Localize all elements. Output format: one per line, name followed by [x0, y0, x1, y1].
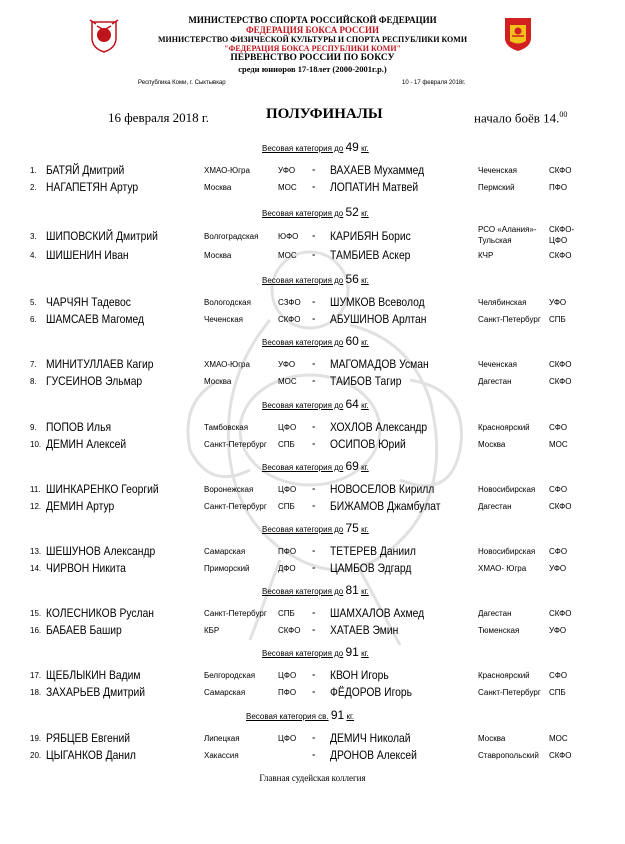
- boxer-blue-region: Санкт-Петербург: [478, 315, 541, 324]
- vs-dash: -: [312, 605, 316, 619]
- boxer-red-region: Москва: [204, 183, 232, 192]
- boxer-red-district: ПФО: [278, 688, 297, 697]
- bout-number: 10.: [30, 440, 42, 449]
- boxer-red-district: СКФО: [278, 315, 301, 324]
- boxer-red-district: МОС: [278, 251, 297, 260]
- boxer-red-region: Хакассия: [204, 751, 239, 760]
- vs-dash: -: [312, 294, 316, 308]
- boxer-blue-corner: АБУШИНОВ Арлтан: [330, 312, 427, 326]
- boxer-blue-region: Пермский: [478, 183, 515, 192]
- boxer-red-region: ХМАО-Югра: [204, 166, 250, 175]
- boxer-red-district: СПБ: [278, 440, 295, 449]
- boxer-blue-district: СФО: [549, 423, 568, 432]
- boxer-red-region: Чеченская: [204, 315, 244, 324]
- boxer-blue-region: КЧР: [478, 251, 494, 260]
- bout-number: 19.: [30, 734, 42, 743]
- boxer-red-district: ЦФО: [278, 671, 297, 680]
- boxer-blue-corner: ФЁДОРОВ Игорь: [330, 685, 412, 699]
- boxer-blue-corner: ЛОПАТИН Матвей: [330, 180, 419, 194]
- boxer-red-corner: КОЛЕСНИКОВ Руслан: [46, 606, 155, 620]
- championship-subtitle: среди юниоров 17-18лет (2000-2001г.р.): [238, 64, 387, 74]
- weight-unit: кг.: [361, 209, 369, 218]
- boxer-blue-corner: ШУМКОВ Всеволод: [330, 295, 425, 309]
- bout-number: 1.: [30, 166, 37, 175]
- bout-date: 16 февраля 2018 г.: [108, 110, 210, 125]
- bout-number: 17.: [30, 671, 42, 680]
- boxer-red-region: Санкт-Петербург: [204, 440, 267, 449]
- boxer-red-corner: ШИПОВСКИЙ Дмитрий: [46, 229, 158, 243]
- bout-number: 20.: [30, 751, 42, 760]
- weight-category-header: [262, 645, 369, 659]
- bout-number: 14.: [30, 564, 42, 573]
- boxer-blue-corner: ЦАМБОВ Эдгард: [330, 561, 412, 575]
- weight-category-header: [262, 205, 369, 219]
- weight-value: 60: [345, 334, 359, 348]
- weight-unit: кг.: [361, 463, 369, 472]
- weight-category-header: [262, 583, 369, 597]
- bout-number: 16.: [30, 626, 42, 635]
- boxer-blue-corner: ТАИБОВ Тагир: [330, 374, 402, 388]
- bout-number: 6.: [30, 315, 37, 324]
- boxer-blue-region: Тюменская: [478, 626, 520, 635]
- boxer-red-corner: ГУСЕИНОВ Эльмар: [46, 374, 143, 388]
- boxer-red-region: Москва: [204, 251, 232, 260]
- weight-value: 56: [345, 272, 359, 286]
- weight-category-label: Весовая категория до: [262, 144, 344, 153]
- weight-value: 49: [345, 140, 359, 154]
- vs-dash: -: [312, 747, 316, 761]
- event-dates: 10 - 17 февраля 2018г.: [402, 80, 466, 86]
- boxer-blue-district: УФО: [549, 626, 567, 635]
- boxer-red-district: ЦФО: [278, 485, 297, 494]
- bout-number: 12.: [30, 502, 42, 511]
- bout-number: 2.: [30, 183, 37, 192]
- boxer-blue-corner: ТАМБИЕВ Аскер: [330, 248, 411, 262]
- boxer-red-region: Приморский: [204, 564, 250, 573]
- boxer-blue-district: СКФО: [549, 751, 572, 760]
- bout-number: 9.: [30, 423, 37, 432]
- vs-dash: -: [312, 730, 316, 744]
- weight-category-header: [262, 459, 369, 473]
- vs-dash: -: [312, 373, 316, 387]
- boxer-red-district: УФО: [278, 166, 296, 175]
- boxer-blue-district: СФО: [549, 485, 568, 494]
- boxer-blue-corner: КВОН Игорь: [330, 668, 389, 682]
- bout-number: 11.: [30, 485, 41, 494]
- boxer-red-region: Липецкая: [204, 734, 240, 743]
- boxer-red-region: Белгородская: [204, 671, 256, 680]
- weight-category-header: [262, 140, 369, 154]
- boxer-blue-district: СФО: [549, 547, 568, 556]
- boxer-blue-region: Новосибирская: [478, 485, 536, 494]
- boxer-red-corner: БАБАЕВ Башир: [46, 623, 122, 637]
- weight-value: 91: [330, 708, 345, 722]
- boxer-blue-district: УФО: [549, 298, 567, 307]
- boxer-red-district: ЮФО: [278, 232, 299, 241]
- boxer-blue-region: Новосибирская: [478, 547, 536, 556]
- boxer-red-district: ЦФО: [278, 423, 297, 432]
- boxer-red-district: СЗФО: [278, 298, 301, 307]
- weight-category-label: Весовая категория св.: [246, 712, 329, 721]
- boxer-red-district: ДФО: [278, 564, 296, 573]
- weight-category-label: Весовая категория до: [262, 649, 344, 658]
- boxer-red-region: Вологодская: [204, 298, 251, 307]
- weight-value: 75: [345, 521, 359, 535]
- boxer-blue-region: Москва: [478, 734, 506, 743]
- ministry-komi-line: МИНИСТЕРСТВО ФИЗИЧЕСКОЙ КУЛЬТУРЫ И СПОРТА РЕСПУБЛИКИ КОМИ: [157, 35, 468, 44]
- boxer-red-corner: ШИНКАРЕНКО Георгий: [46, 482, 159, 496]
- weight-category-label: Весовая категория до: [262, 587, 344, 596]
- bout-number: 13.: [30, 547, 42, 556]
- location: Республика Коми, г. Сыктывкар: [138, 80, 226, 86]
- vs-dash: -: [312, 684, 316, 698]
- start-time: начало боёв 14.00: [474, 110, 568, 126]
- vs-dash: -: [312, 228, 316, 242]
- vs-dash: -: [312, 498, 316, 512]
- boxer-blue-district: СКФО: [549, 360, 572, 369]
- boxer-blue-corner: НОВОСЕЛОВ Кирилл: [330, 482, 435, 496]
- boxer-blue-corner: БИЖАМОВ Джамбулат: [330, 499, 441, 513]
- weight-category-label: Весовая категория до: [262, 209, 344, 218]
- boxer-blue-region: Чеченская: [478, 360, 518, 369]
- weight-unit: кг.: [361, 649, 369, 658]
- vs-dash: -: [312, 247, 316, 261]
- weight-category-label: Весовая категория до: [262, 276, 344, 285]
- boxer-red-corner: ДЕМИН Артур: [46, 499, 115, 513]
- boxer-blue-region: РСО «Алания»-Тульская: [478, 225, 537, 245]
- boxer-red-corner: ЧИРВОН Никита: [46, 561, 126, 575]
- boxer-red-corner: ЦЫГАНКОВ Данил: [46, 748, 136, 762]
- weight-category-header: [262, 334, 369, 348]
- boxer-blue-corner: ШАМХАЛОВ Ахмед: [330, 606, 425, 620]
- boxer-blue-district: СФО: [549, 671, 568, 680]
- vs-dash: -: [312, 667, 316, 681]
- boxer-red-corner: ЗАХАРЬЕВ Дмитрий: [46, 685, 146, 699]
- komi-federation-line: "ФЕДЕРАЦИЯ БОКСА РЕСПУБЛИКИ КОМИ": [224, 44, 401, 53]
- boxer-red-corner: ПОПОВ Илья: [46, 420, 112, 434]
- vs-dash: -: [312, 179, 316, 193]
- boxer-red-corner: ДЕМИН Алексей: [46, 437, 127, 451]
- bout-number: 7.: [30, 360, 37, 369]
- boxer-red-corner: ЩЕБЛЫКИН Вадим: [46, 668, 141, 682]
- boxer-blue-region: ХМАО- Югра: [478, 564, 527, 573]
- boxer-blue-district: МОС: [549, 734, 568, 743]
- weight-category-header: [262, 521, 369, 535]
- weight-unit: кг.: [346, 712, 355, 721]
- boxer-red-region: Волгоградская: [204, 232, 259, 241]
- bout-number: 5.: [30, 298, 37, 307]
- boxer-red-district: МОС: [278, 377, 297, 386]
- championship-title: ПЕРВЕНСТВО РОССИИ ПО БОКСУ: [230, 53, 395, 63]
- boxer-blue-corner: ДРОНОВ Алексей: [330, 748, 417, 762]
- boxer-blue-corner: ТЕТЕРЕВ Даниил: [330, 544, 416, 558]
- boxer-red-region: Санкт-Петербург: [204, 609, 267, 618]
- vs-dash: -: [312, 622, 316, 636]
- weight-category-header: [246, 708, 354, 722]
- boxer-red-corner: ЧАРЧЯН Тадевос: [46, 295, 131, 309]
- vs-dash: -: [312, 560, 316, 574]
- boxer-red-corner: НАГАПЕТЯН Артур: [46, 180, 139, 194]
- weight-value: 69: [345, 459, 359, 473]
- weight-category-label: Весовая категория до: [262, 463, 344, 472]
- boxer-blue-district: СПБ: [549, 688, 566, 697]
- boxer-blue-region: Санкт-Петербург: [478, 688, 541, 697]
- weight-category-header: [262, 397, 369, 411]
- vs-dash: -: [312, 543, 316, 557]
- stage-title: ПОЛУФИНАЛЫ: [266, 106, 383, 122]
- vs-dash: -: [312, 419, 316, 433]
- boxer-red-corner: ШИШЕНИН Иван: [46, 248, 129, 262]
- bout-number: 15.: [30, 609, 42, 618]
- weight-value: 91: [345, 645, 359, 659]
- boxer-red-region: Санкт-Петербург: [204, 502, 267, 511]
- boxer-blue-corner: ДЕМИЧ Николай: [330, 731, 411, 745]
- weight-unit: кг.: [361, 401, 369, 410]
- vs-dash: -: [312, 436, 316, 450]
- weight-unit: кг.: [361, 276, 369, 285]
- boxer-red-district: ПФО: [278, 547, 297, 556]
- boxer-red-region: Самарская: [204, 688, 246, 697]
- boxer-red-district: СКФО: [278, 626, 301, 635]
- bout-number: 4.: [30, 251, 37, 260]
- weight-category-label: Весовая категория до: [262, 401, 344, 410]
- weight-category-label: Весовая категория до: [262, 338, 344, 347]
- weight-unit: кг.: [361, 525, 369, 534]
- vs-dash: -: [312, 162, 316, 176]
- boxer-red-region: Москва: [204, 377, 232, 386]
- boxer-red-region: КБР: [204, 626, 220, 635]
- vs-dash: -: [312, 356, 316, 370]
- boxer-red-corner: БАТЯЙ Дмитрий: [46, 163, 125, 177]
- boxer-blue-corner: ОСИПОВ Юрий: [330, 437, 406, 451]
- weight-category-header: [262, 272, 369, 286]
- boxer-red-corner: РЯБЦЕВ Евгений: [46, 731, 131, 745]
- boxer-blue-corner: КАРИБЯН Борис: [330, 229, 411, 243]
- boxer-red-corner: МИНИТУЛЛАЕВ Кагир: [46, 357, 154, 371]
- boxer-blue-district: СКФО: [549, 502, 572, 511]
- weight-unit: кг.: [361, 587, 369, 596]
- weight-unit: кг.: [361, 144, 369, 153]
- boxer-red-district: СПБ: [278, 609, 295, 618]
- boxer-blue-district: СПБ: [549, 315, 566, 324]
- weight-category-label: Весовая категория до: [262, 525, 344, 534]
- boxer-blue-corner: МАГОМАДОВ Усман: [330, 357, 429, 371]
- boxer-blue-region: Дагестан: [478, 502, 512, 511]
- boxer-blue-region: Челябинская: [478, 298, 527, 307]
- boxer-blue-district: СКФО: [549, 251, 572, 260]
- weight-value: 52: [345, 205, 359, 219]
- ministry-sport-line: МИНИСТЕРСТВО СПОРТА РОССИЙСКОЙ ФЕДЕРАЦИИ: [188, 15, 437, 25]
- boxing-federation-line: ФЕДЕРАЦИЯ БОКСА РОССИИ: [245, 25, 380, 35]
- boxer-red-region: Самарская: [204, 547, 246, 556]
- boxer-blue-district: СКФО: [549, 166, 572, 175]
- boxer-red-region: Тамбовская: [204, 423, 249, 432]
- boxer-red-region: ХМАО-Югра: [204, 360, 250, 369]
- boxer-blue-district: СКФО: [549, 377, 572, 386]
- boxer-blue-district: ПФО: [549, 183, 568, 192]
- boxer-blue-region: Красноярский: [478, 423, 530, 432]
- boxer-blue-corner: ХАТАЕВ Эмин: [330, 623, 399, 637]
- boxer-red-district: МОС: [278, 183, 297, 192]
- boxer-red-region: Воронежская: [204, 485, 254, 494]
- boxer-red-corner: ШЕШУНОВ Александр: [46, 544, 156, 558]
- vs-dash: -: [312, 311, 316, 325]
- boxer-red-district: СПБ: [278, 502, 295, 511]
- boxer-blue-region: Красноярский: [478, 671, 530, 680]
- boxer-blue-district: МОС: [549, 440, 568, 449]
- weight-value: 81: [345, 583, 359, 597]
- bout-number: 3.: [30, 232, 37, 241]
- boxer-blue-district: УФО: [549, 564, 567, 573]
- boxer-red-district: ЦФО: [278, 734, 297, 743]
- boxer-blue-region: Чеченская: [478, 166, 518, 175]
- footer-signature: Главная судейская коллегия: [259, 773, 366, 783]
- weight-unit: кг.: [361, 338, 369, 347]
- boxer-blue-region: Дагестан: [478, 377, 512, 386]
- boxer-blue-region: Ставропольский: [478, 751, 539, 760]
- boxer-blue-region: Дагестан: [478, 609, 512, 618]
- boxer-red-corner: ШАМСАЕВ Магомед: [46, 312, 145, 326]
- boxer-blue-corner: ХОХЛОВ Александр: [330, 420, 428, 434]
- boxer-blue-district: СКФО-ЦФО: [549, 225, 575, 245]
- weight-value: 64: [345, 397, 359, 411]
- boxer-blue-region: Москва: [478, 440, 506, 449]
- boxer-red-district: УФО: [278, 360, 296, 369]
- boxer-blue-corner: ВАХАЕВ Мухаммед: [330, 163, 425, 177]
- bout-number: 18.: [30, 688, 42, 697]
- vs-dash: -: [312, 481, 316, 495]
- boxer-blue-district: СКФО: [549, 609, 572, 618]
- bout-number: 8.: [30, 377, 37, 386]
